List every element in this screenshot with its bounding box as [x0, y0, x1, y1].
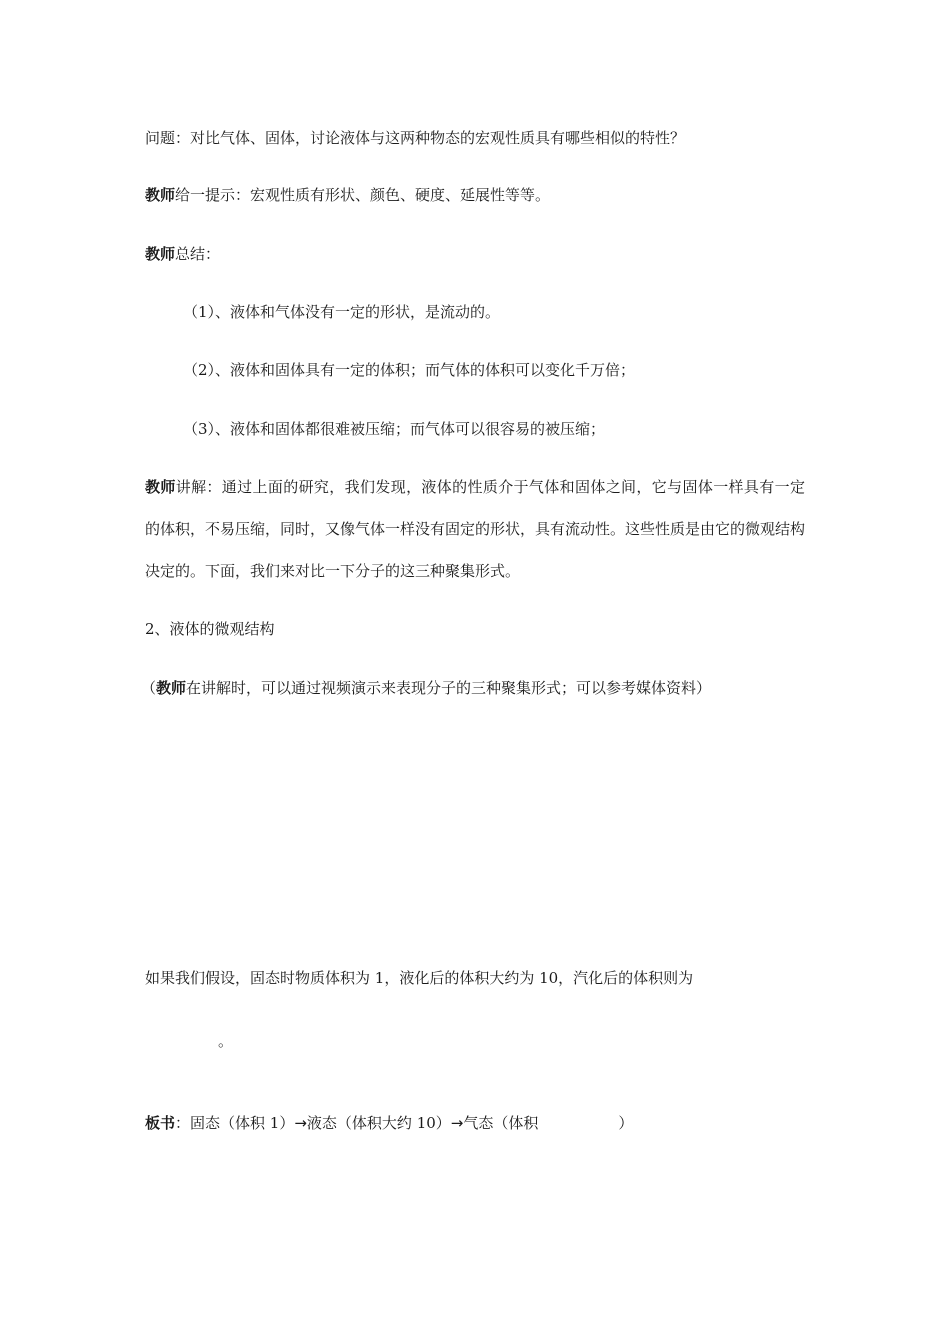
summary-item-2: （2）、液体和固体具有一定的体积；而气体的体积可以变化千万倍； [183, 361, 636, 379]
board-line [145, 1113, 633, 1133]
board-close: ） [618, 1114, 634, 1132]
speaker-label: 教师 [145, 245, 176, 263]
assumption-line: 如果我们假设，固态时物质体积为 1，液化后的体积大约为 10，汽化后的体积则为 [145, 969, 694, 987]
hint-text: 给一提示：宏观性质有形状、颜色、硬度、延展性等等。 [175, 186, 551, 204]
speaker-label: 教师 [145, 186, 176, 204]
lecture-text: 讲解：通过上面的研究，我们发现，液体的性质介于气体和固体之间，它与固体一样具有一定的体积，不易压缩，同时，又像气体一样没有固定的形状，具有流动性。这些性质是由它的微观结构决定的。下面，我们来对比一下分子的这三种聚集形式。 [145, 478, 806, 580]
speaker-label: 教师 [145, 478, 176, 496]
question-line: 问题：对比气体、固体，讨论液体与这两种物态的宏观性质具有哪些相似的特性？ [145, 129, 686, 147]
arrow-right-icon: → [294, 1114, 307, 1132]
teacher-note [141, 678, 711, 698]
section-heading: 2、液体的微观结构 [145, 620, 275, 638]
hint-line [145, 185, 550, 205]
board-colon: ： [175, 1114, 191, 1132]
board-gas: 气态（体积 [463, 1114, 539, 1132]
summary-item-1: （1）、液体和气体没有一定的形状，是流动的。 [183, 303, 501, 321]
note-open-paren: （ [141, 679, 157, 697]
board-solid: 固态（体积 1） [190, 1114, 295, 1132]
note-text: 在讲解时，可以通过视频演示来表现分子的三种聚集形式；可以参考媒体资料） [186, 679, 712, 697]
board-label: 板书 [145, 1114, 176, 1132]
summary-item-3: （3）、液体和固体都很难被压缩；而气体可以很容易的被压缩； [183, 420, 606, 438]
arrow-right-icon: → [450, 1114, 464, 1132]
board-liquid: 液态（体积大约 10） [306, 1114, 451, 1132]
lecture-paragraph [145, 466, 805, 592]
summary-text: 总结： [175, 245, 221, 263]
speaker-label: 教师 [156, 679, 187, 697]
assumption-end: 。 [218, 1032, 234, 1050]
summary-heading [145, 244, 220, 264]
